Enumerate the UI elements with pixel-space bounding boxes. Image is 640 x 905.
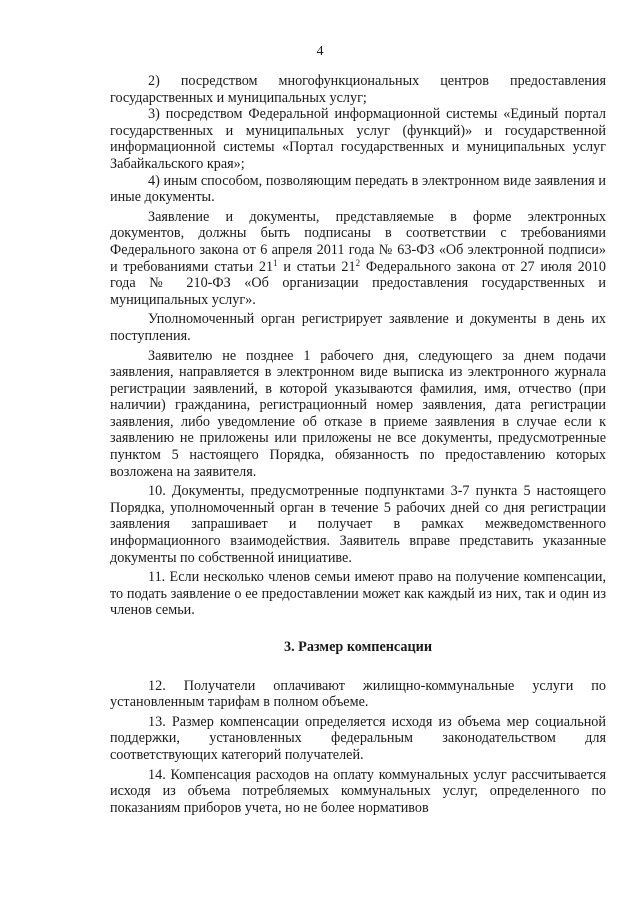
page-number: 4 [316,44,324,59]
paragraph-item-4: 4) иным способом, позволяющим передать в электронном виде заявления и иные документы. [110,172,606,206]
paragraph-11: 11. Если несколько членов семьи имеют право на получение компенсации, то подать заявление о ее предоставлении может как каждый из них, так и один из членов семьи. [110,569,606,619]
signature-text-part1: Заявление и документы, представляемые в форме электронных документов, должны быть подписаны в соответствии с требованиями Федерального закона от 6 апреля 2011 года № 63-ФЗ «Об электронной подписи» и требованиями статьи 21 [110,208,606,275]
paragraph-10: 10. Документы, предусмотренные подпунктами 3-7 пункта 5 настоящего Порядка, уполномоченный орган в течение 5 рабочих дней со дня регистрации заявления запрашивает и получает в рамках межведомственного информационного взаимодействия. Заявитель вправе представить указанные документы по собственной инициативе. [110,483,606,566]
paragraph-registration: Уполномоченный орган регистрирует заявление и документы в день их поступления. [110,311,606,344]
paragraph-applicant-notice: Заявителю не позднее 1 рабочего дня, следующего за днем подачи заявления, направляется в электронном виде выписка из электронного журнала регистрации заявлений, в которой указываются фамилия, имя, отчество (при наличии) гражданина, регистрационный номер заявления, дата регистрации заявления, либо уведомление об отказе в приеме заявления в случае если к заявлению не приложены или приложены не все документы, предусмотренные пунктом 5 настоящего Порядка, обязанность по предоставлению которых возложена на заявителя. [110,347,606,480]
paragraph-item-2: 2) посредством многофункциональных центров предоставления государственных и муниципальных услуг; [110,73,606,106]
section-heading: 3. Размер компенсации [283,639,433,655]
paragraph-electronic-signature [110,209,606,309]
superscript-1: 1 [273,257,278,268]
paragraph-12: 12. Получатели оплачивают жилищно-коммунальные услуги по установленным тарифам в полном объеме. [110,677,606,711]
paragraph-13: 13. Размер компенсации определяется исходя из объема мер социальной поддержки, установленных федеральным законодательством для соответствующих категорий получателей. [110,713,606,763]
signature-text-part3: Федерального закона от 27 июля 2010 года № 210-ФЗ «Об организации предоставления государственных и муниципальных услуг». [110,258,606,308]
superscript-2: 2 [355,257,361,268]
signature-text-part2: и статьи 21 [277,258,356,275]
document-body [110,73,606,816]
paragraph-14: 14. Компенсация расходов на оплату коммунальных услуг рассчитывается исходя из объема потребляемых коммунальных услуг, определенного по показаниям приборов учета, но не более нормативов [110,766,606,816]
paragraph-item-3: 3) посредством Федеральной информационной системы «Единый портал государственных и муниципальных услуг (функций)» и государственной информационной системы «Портал государственных и муниципальных услуг Забайкальского края»; [110,106,606,172]
